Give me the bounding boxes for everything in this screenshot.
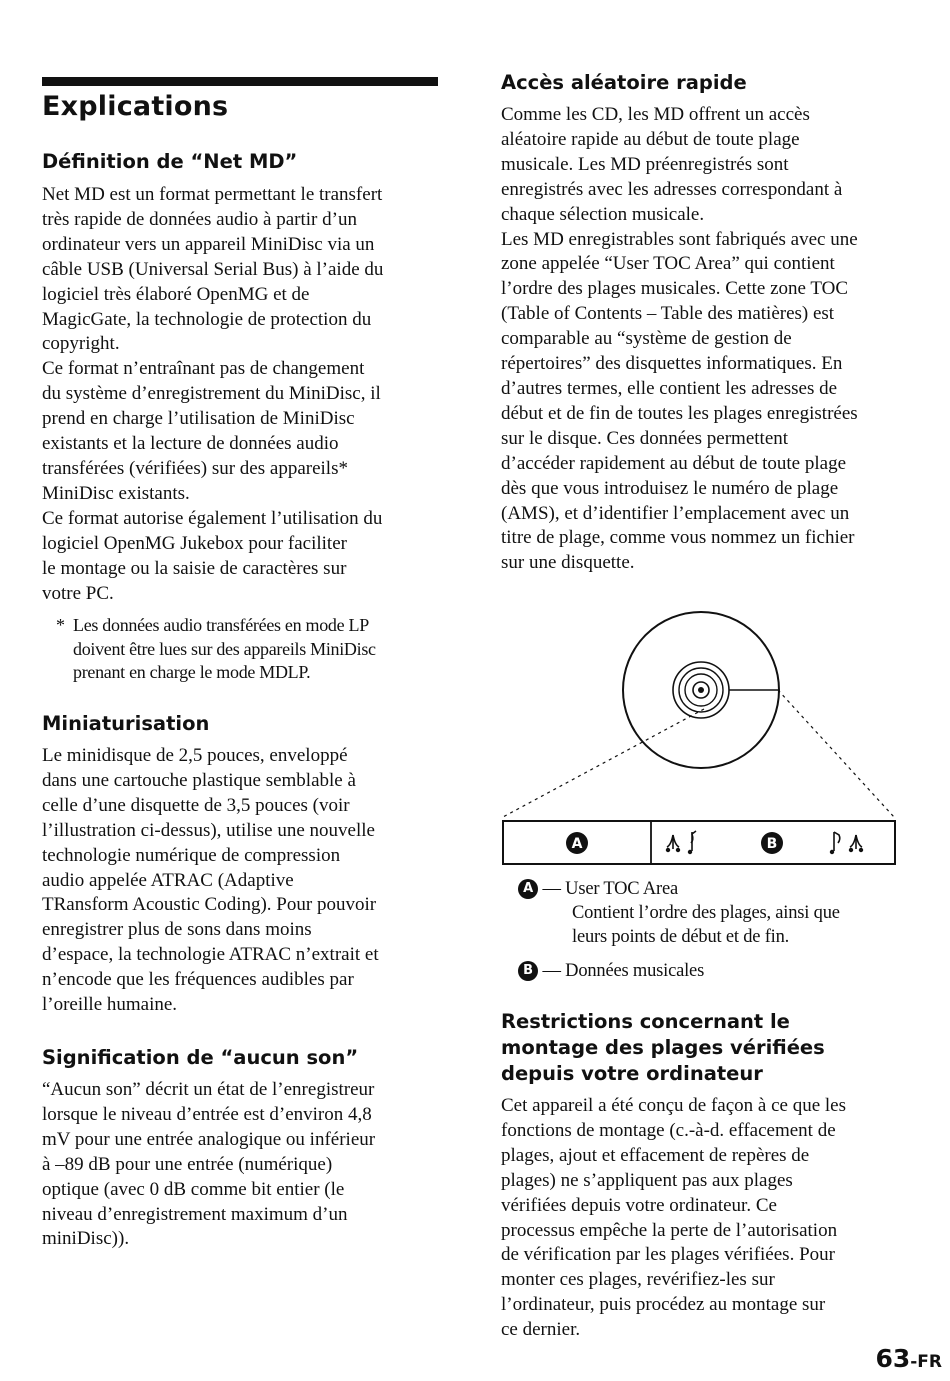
text-line: prenant en charge le mode MDLP. <box>73 662 311 683</box>
legend-b-title: — Données musicales <box>542 961 705 981</box>
text-line: Net MD est un format permettant le transfert <box>42 184 383 205</box>
text-line: début et de fin de toutes les plages enregistrées <box>501 402 858 424</box>
section-heading-aucun-son: Signification de “aucun son” <box>42 1046 359 1069</box>
text-line: Comme les CD, les MD offrent un accès <box>501 104 810 125</box>
page-number-suffix: -FR <box>910 1352 942 1372</box>
text-line: aléatoire rapide au début de toute plage <box>501 128 800 150</box>
text-line: dès que vous introduisez le numéro de plage <box>501 477 839 499</box>
text-line: niveau d’enregistrement maximum d’un <box>42 1203 348 1225</box>
toc-diagram <box>501 605 901 870</box>
text-line: ordinateur vers un appareil MiniDisc via un <box>42 233 375 255</box>
disc-spindle <box>698 687 704 693</box>
page-number-value: 63 <box>875 1344 911 1373</box>
text-line: mV pour une entrée analogique ou inférieur <box>42 1128 376 1150</box>
text-line: de vérification par les plages vérifiées. Pour <box>501 1244 835 1266</box>
text-line: logiciel OpenMG Jukebox pour faciliter <box>42 532 347 554</box>
note-head <box>859 848 863 852</box>
text-line: Cet appareil a été conçu de façon à ce que les <box>501 1095 846 1116</box>
text-line: fonctions de montage (c.-à-d. effacement de <box>501 1119 836 1141</box>
section-body-net-md <box>42 183 452 606</box>
text-line: celle d’une disquette de 3,5 pouces (voir <box>42 794 350 816</box>
text-line: ce dernier. <box>501 1319 581 1341</box>
text-line: à –89 dB pour une entrée (numérique) <box>42 1153 333 1175</box>
text-line: Ce format n’entraînant pas de changement <box>42 358 365 380</box>
text-line: votre PC. <box>42 582 114 604</box>
heading-line: montage des plages vérifiées <box>501 1036 825 1059</box>
text-line: copyright. <box>42 333 120 355</box>
legend-a-badge: A <box>518 879 538 899</box>
note-head <box>849 848 853 852</box>
text-line: n’encode que les fréquences audibles par <box>42 969 354 991</box>
text-line: musicale. Les MD préenregistrés sont <box>501 153 789 175</box>
text-line: technologie numérique de compression <box>42 844 341 866</box>
legend-b <box>518 959 908 983</box>
legend-a <box>518 877 908 949</box>
text-line: miniDisc)). <box>42 1228 130 1250</box>
note-head <box>688 850 692 854</box>
text-line: sur le disque. Ces données permettent <box>501 427 789 449</box>
text-line: leurs points de début et de fin. <box>572 927 790 947</box>
guide-line-right <box>778 690 894 817</box>
section-body-aucun-son <box>42 1078 452 1252</box>
text-line: répertoires” des disquettes informatiques. En <box>501 353 843 375</box>
text-line: l’illustration ci-dessus), utilise une nouvelle <box>42 819 375 841</box>
section-heading-restrictions <box>501 1009 921 1087</box>
heading-line: Restrictions concernant le <box>501 1010 790 1033</box>
text-line: Ce format autorise également l’utilisation du <box>42 507 383 529</box>
text-line: Le minidisque de 2,5 pouces, enveloppé <box>42 745 348 766</box>
text-line: MagicGate, la technologie de protection du <box>42 308 372 330</box>
text-line: doivent être lues sur des appareils MiniDisc <box>73 638 376 659</box>
text-line: d’espace, la technologie ATRAC n’extrait et <box>42 944 379 966</box>
section-heading-net-md: Définition de “Net MD” <box>42 150 298 173</box>
footnote <box>56 614 446 689</box>
text-line: le montage ou la saisie de caractères sur <box>42 557 347 579</box>
heading-line: depuis votre ordinateur <box>501 1062 763 1085</box>
section-body-acces-aleatoire <box>501 103 921 576</box>
text-line: monter ces plages, revérifiez-les sur <box>501 1269 775 1291</box>
text-line: (AMS), et d’identifier l’emplacement avec un <box>501 502 850 524</box>
footnote-text <box>73 614 445 685</box>
text-line: enregistrer plus de sons dans moins <box>42 919 312 941</box>
text-line: transférées (vérifiées) sur des appareils* <box>42 457 348 479</box>
text-line: plages, ajout et effacement de repères de <box>501 1144 810 1166</box>
text-line: l’oreille humaine. <box>42 994 178 1016</box>
note-head <box>666 848 670 852</box>
text-line: du système d’enregistrement du MiniDisc, il <box>42 383 381 405</box>
text-line: câble USB (Universal Serial Bus) à l’aide du <box>42 258 384 280</box>
text-line: prend en charge l’utilisation de MiniDisc <box>42 408 355 430</box>
page-title: Explications <box>42 91 229 122</box>
text-line: “Aucun son” décrit un état de l’enregistreur <box>42 1079 375 1100</box>
legend-a-description <box>518 901 908 949</box>
text-line: très rapide de données audio à partir d’un <box>42 208 357 230</box>
text-line: lorsque le niveau d’entrée est d’environ 4,8 <box>42 1103 372 1125</box>
text-line: Les MD enregistrables sont fabriqués avec une <box>501 228 858 250</box>
page-number <box>875 1344 942 1373</box>
text-line: processus empêche la perte de l’autorisation <box>501 1219 838 1241</box>
text-line: chaque sélection musicale. <box>501 203 705 225</box>
note-head <box>676 848 680 852</box>
text-line: plages) ne s’appliquent pas aux plages <box>501 1169 793 1191</box>
text-line: l’ordinateur, puis procédez au montage sur <box>501 1294 826 1316</box>
section-body-miniaturisation <box>42 744 452 1018</box>
label-a-text: A <box>571 836 583 852</box>
legend-a-title: — User TOC Area <box>542 879 678 899</box>
text-line: logiciel très élaboré OpenMG et de <box>42 283 310 305</box>
text-line: Contient l’ordre des plages, ainsi que <box>572 903 840 923</box>
text-line: MiniDisc existants. <box>42 482 190 504</box>
text-line: zone appelée “User TOC Area” qui contient <box>501 253 835 275</box>
text-line: sur une disquette. <box>501 552 635 574</box>
legend-b-badge: B <box>518 961 538 981</box>
text-line: d’autres termes, elle contient les adresses de <box>501 377 838 399</box>
text-line: existants et la lecture de données audio <box>42 433 339 455</box>
text-line: comparable au “système de gestion de <box>501 328 792 350</box>
text-line: vérifiées depuis votre ordinateur. Ce <box>501 1194 777 1216</box>
toc-strip <box>503 821 895 864</box>
text-line: enregistrés avec les adresses correspondant à <box>501 178 843 200</box>
text-line: TRansform Acoustic Coding). Pour pouvoir <box>42 894 377 916</box>
section-body-restrictions <box>501 1094 921 1343</box>
text-line: Les données audio transférées en mode LP <box>73 615 369 635</box>
text-line: titre de plage, comme vous nommez un fichier <box>501 527 855 549</box>
section-heading-acces-aleatoire: Accès aléatoire rapide <box>501 71 747 94</box>
text-line: audio appelée ATRAC (Adaptive <box>42 869 294 891</box>
heading-rule <box>42 77 438 86</box>
text-line: optique (avec 0 dB comme bit entier (le <box>42 1178 345 1200</box>
footnote-mark: * <box>56 615 65 635</box>
text-line: (Table of Contents – Table des matières) est <box>501 303 835 325</box>
text-line: dans une cartouche plastique semblable à <box>42 769 356 791</box>
note-head <box>830 850 834 854</box>
label-b-text: B <box>766 836 778 852</box>
section-heading-miniaturisation: Miniaturisation <box>42 712 210 735</box>
text-line: d’accéder rapidement au début de toute plage <box>501 452 846 474</box>
text-line: l’ordre des plages musicales. Cette zone TOC <box>501 278 849 300</box>
